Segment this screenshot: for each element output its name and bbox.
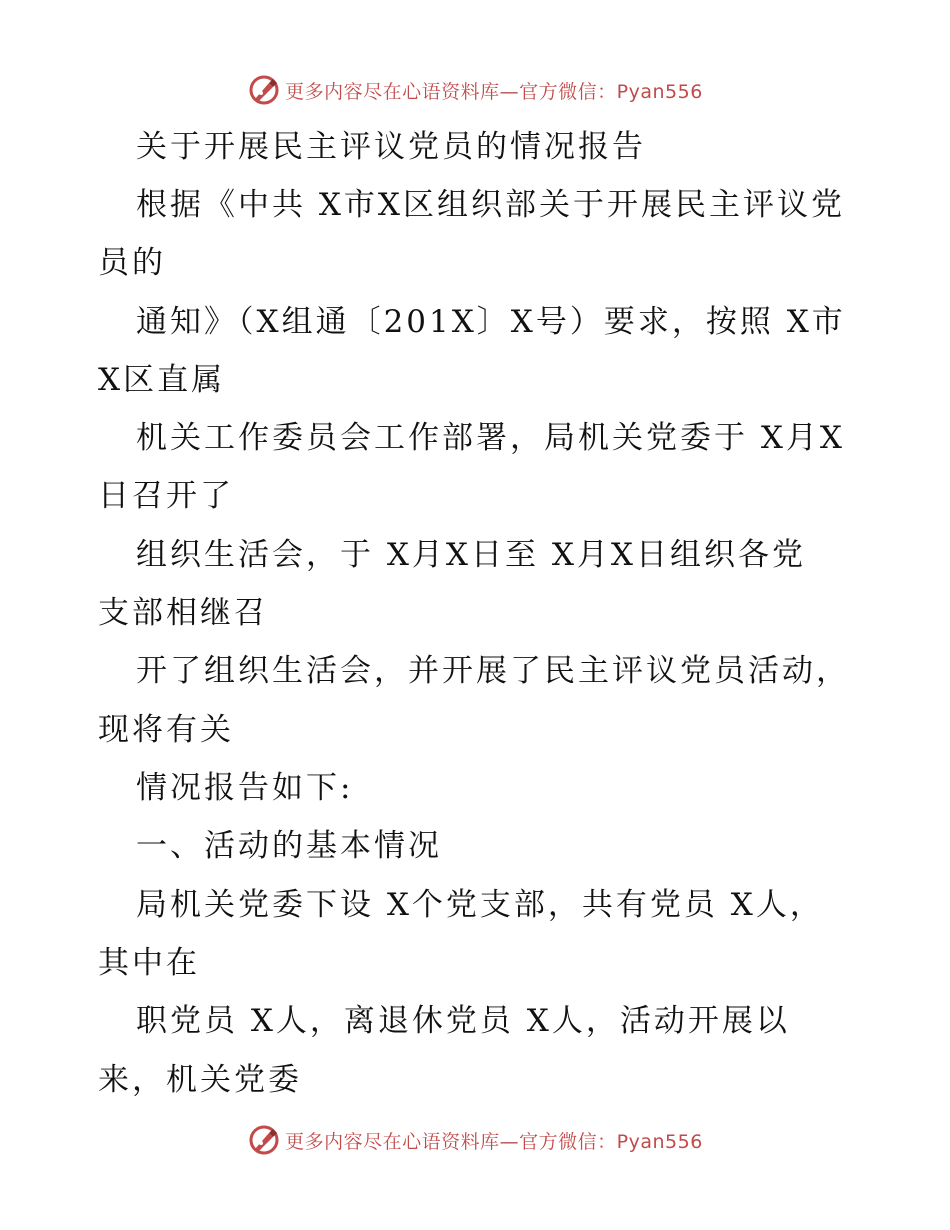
paragraph-line: 日召开了	[98, 478, 234, 514]
watermark-text	[285, 1127, 703, 1154]
paragraph-line: 现将有关	[98, 712, 234, 748]
pen-logo-icon	[247, 1123, 281, 1157]
paragraph-line: 机关工作委员会工作部署，局机关党委于 X月X	[136, 420, 845, 456]
document-title: 关于开展民主评议党员的情况报告	[136, 129, 646, 165]
paragraph-line: 支部相继召	[98, 595, 268, 631]
watermark-separator: —	[499, 80, 520, 103]
paragraph-line: 通知》（X组通〔201X〕X号）要求，按照 X市	[136, 304, 846, 340]
paragraph-line: 来，机关党委	[98, 1062, 302, 1098]
watermark-footer	[0, 1120, 950, 1160]
watermark-text	[285, 77, 703, 104]
paragraph-line: 其中在	[98, 945, 200, 981]
paragraph-line: 员的	[98, 245, 166, 281]
pen-logo-icon	[247, 73, 281, 107]
paragraph-line: 组织生活会，于 X月X日至 X月X日组织各党	[136, 537, 806, 573]
watermark-separator: —	[499, 1130, 520, 1153]
watermark-label: 更多内容尽在心语资料库	[285, 80, 500, 103]
paragraph-line: 职党员 X人，离退休党员 X人，活动开展以	[136, 1003, 790, 1039]
watermark-wechat: 官方微信：Pyan556	[519, 80, 703, 103]
watermark-wechat: 官方微信：Pyan556	[519, 1130, 703, 1153]
paragraph-line: 情况报告如下:	[136, 770, 354, 806]
paragraph-line: 开了组织生活会，并开展了民主评议党员活动，	[136, 653, 850, 689]
paragraph-line: X区直属	[98, 362, 226, 398]
section-heading: 一、活动的基本情况	[136, 828, 442, 864]
watermark-header	[0, 70, 950, 110]
paragraph-line: 根据《中共 X市X区组织部关于开展民主评议党	[136, 187, 845, 223]
watermark-label: 更多内容尽在心语资料库	[285, 1130, 500, 1153]
paragraph-line: 局机关党委下设 X个党支部，共有党员 X人，	[136, 887, 824, 923]
